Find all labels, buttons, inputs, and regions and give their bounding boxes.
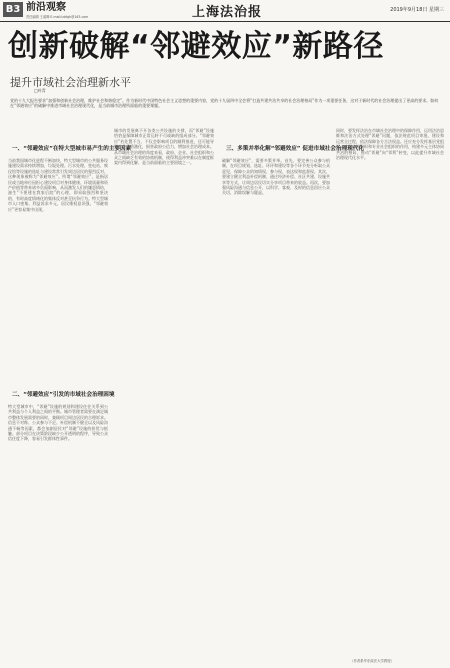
page-marker: B3 [3, 2, 23, 17]
article-title: 创新破解“邻避效应”新路径 [8, 29, 384, 64]
column-2-text: 城市的发展离不开各类公共设施的支撑，而“邻避”设施恰恰是保障城市正常运转不可或缺的组成部分。“邻避效应”若处置不当，不仅会影响项目的顺利推进，还可能导致社会矛盾激化，损害政府公信力，增加社会治理成本。从市域社会治理的角度来看，政府、企业、社会组织和公众之间缺乏有效的协商机制，使得利益冲突难以在制度框架内得到化解，是当前面临的主要困境之一。 [114, 128, 214, 166]
issue-date: 2019年9月18日 星期三 [390, 7, 444, 13]
article-subtitle: 提升市域社会治理新水平 [10, 76, 131, 89]
page-header [0, 0, 450, 20]
section-heading-3: 三、多策并举化解“邻避效应” 促进市域社会治理现代化 [226, 146, 364, 152]
section-name: 前沿观察 [26, 2, 66, 13]
column-4-text: 同时，要发挥法治在市域社会治理中的保障作用，运用法治思维和法治方式处理“邻避”问题，依法规范项目审批、建设和运营全过程，依法保障各方合法权益。还应充分发挥基层党组织、社区自治组织和专业社会组织的作用，构建多元主体协同共治的格局，推动“邻避”向“邻利”转变，以此提升市域社会治理现代化水平。 [336, 128, 444, 161]
section-heading-1: 一、“邻避效应”在特大型城市易产生的主要因素 [12, 146, 132, 152]
editor-credits: 责任编辑 王睿卿 E-mail:lzbfgh@163.com [26, 15, 89, 19]
author-note: （作者系华东政法大学教授） [350, 659, 395, 663]
section-heading-2: 二、“邻避效应”引发的市域社会治理困境 [12, 392, 115, 398]
column-1b-text: 特大型城市中，“邻避”设施的规划和建设往往关系到公共利益与个人利益之间的平衡。城市管理者需要在满足城市整体发展需要的同时，兼顾项目周边居民的合理诉求。信息不对称、公众参与不足、补偿机制不健全以及风险沟通不畅等因素，都会加剧居民对“邻避”设施的担忧与抵触。部分项目在决策阶段缺少公开透明的程序，导致公众信任度下降，容易引发群体性事件。 [8, 404, 108, 442]
newspaper-masthead: 上海法治报 [192, 5, 263, 20]
article-author: □叶青 [34, 88, 46, 93]
column-3-text: 破解“邻避效应”，需要多策并举。首先，要完善公众参与机制，在项目规划、选址、环评和建设等各个环节充分听取公众意见，保障公众的知情权、参与权、表达权和监督权。其次，要建立健全利益补偿机制，通过经济补偿、社区共建、设施共享等方式，让周边居民切实分享项目带来的收益。再次，要加强风险沟通与信息公开，以科学、客观、及时的信息回应公众关切，消除误解与疑虑。 [222, 158, 330, 196]
column-1-text: 当前我国城市化进程不断加快，特大型城市的公共服务设施建设需求持续增加，垃圾处理、污水处理、变电站、殡仪馆等设施的选址与建设常常引发周边居民的强烈反对，这种现象被称为“邻避效应”。所谓“邻避效应”，是指居民或当地单位因担心建设项目对身体健康、环境质量和资产价值等带来诸多负面影响，从而激发人们的嫌恶情结，滋生“不要建在我家后院”的心理，即采取强烈和坚决的、有时高度情绪化的集体反对甚至抗争行为。特大型城市人口密集、利益诉求多元，居民维权意识强，“邻避效应”更容易集中出现。 [8, 158, 108, 212]
header-rule [0, 21, 450, 22]
article-abstract: 党的十九大报告要求“加强和创新社会治理，维护社会和谐稳定”。作为新时代中国特色社会主义思想的重要内容，党的十九届四中全会将“打造共建共治共享的社会治理格局”作为一项重要任务，这对于新时代的社会治理提出了更高的要求。如何在“邻避效应”的破解中推进市域社会治理现代化，是当前城市治理所面临的重要课题。 [10, 98, 439, 108]
